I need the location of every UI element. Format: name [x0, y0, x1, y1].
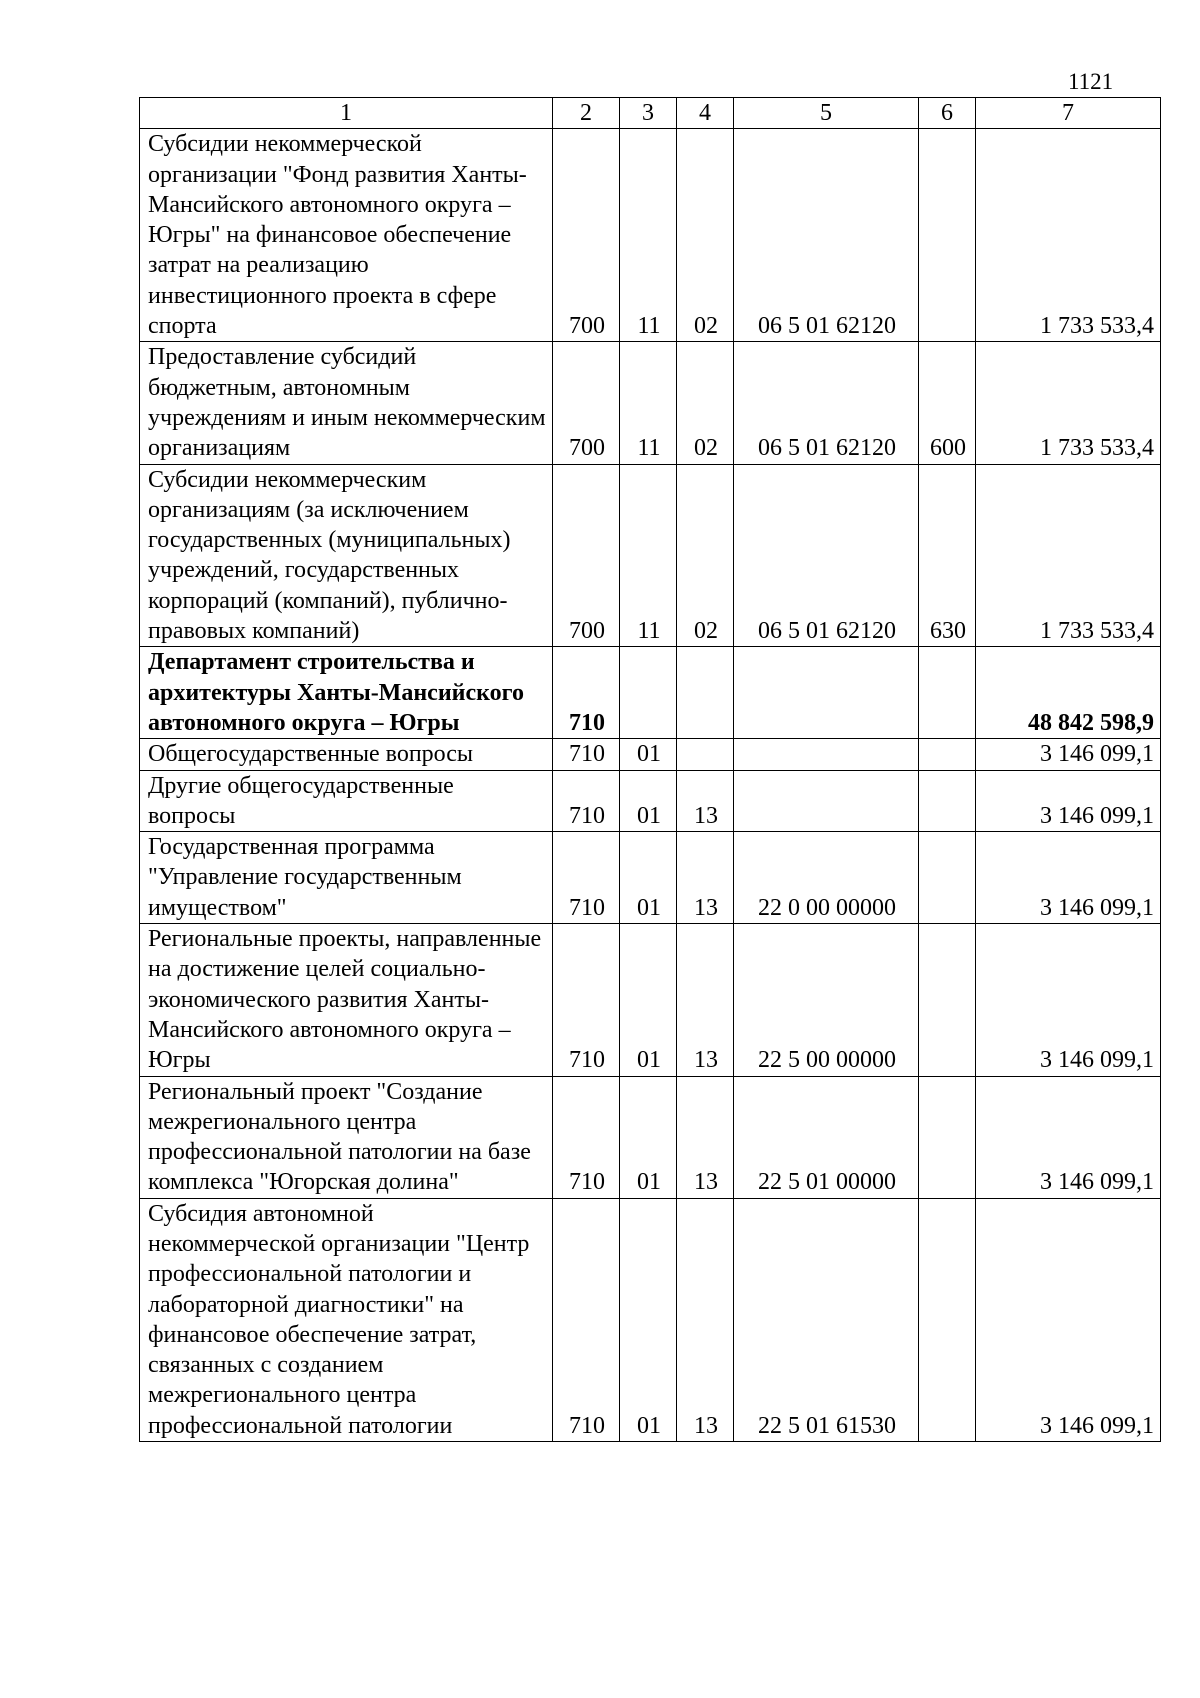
item-name-cell: Субсидии некоммерческим организациям (за исключением государственных (муниципальных) учреждений, государственных корпораций (компаний), публично-правовых компаний): [140, 464, 553, 647]
amount-cell: 1 733 533,4: [976, 129, 1161, 342]
item-name-cell: Региональные проекты, направленные на достижение целей социально-экономического развития Ханты-Мансийского автономного округа – Югры: [140, 924, 553, 1076]
department-code-cell: 710: [553, 924, 620, 1076]
header-cell: 7: [976, 98, 1161, 129]
amount-cell: 3 146 099,1: [976, 1198, 1161, 1441]
expense-type-cell: 630: [919, 464, 976, 647]
subsection-code-cell: 02: [677, 464, 734, 647]
header-cell: 6: [919, 98, 976, 129]
section-code-cell: 01: [620, 739, 677, 770]
table-row: [140, 770, 1161, 832]
target-article-cell: 22 5 01 61530: [734, 1198, 919, 1441]
expense-type-cell: [919, 739, 976, 770]
amount-cell: 1 733 533,4: [976, 342, 1161, 464]
department-code-cell: 710: [553, 1198, 620, 1441]
department-code-cell: 710: [553, 1076, 620, 1198]
page-number: 1121: [1068, 69, 1114, 94]
subsection-code-cell: 13: [677, 1076, 734, 1198]
table-row: [140, 1198, 1161, 1441]
table-row: [140, 739, 1161, 770]
subsection-code-cell: 13: [677, 832, 734, 924]
section-code-cell: 11: [620, 464, 677, 647]
department-code-cell: 700: [553, 342, 620, 464]
department-code-cell: 710: [553, 770, 620, 832]
target-article-cell: 06 5 01 62120: [734, 129, 919, 342]
item-name-cell: Субсидия автономной некоммерческой организации "Центр профессиональной патологии и лабораторной диагностики" на финансовое обеспечение затрат, связанных с созданием межрегионального центра профессиональной патологии: [140, 1198, 553, 1441]
subsection-code-cell: 13: [677, 770, 734, 832]
subsection-code-cell: 02: [677, 129, 734, 342]
item-name-cell: Предоставление субсидий бюджетным, автономным учреждениям и иным некоммерческим организациям: [140, 342, 553, 464]
subsection-code-cell: 13: [677, 1198, 734, 1441]
table-row: [140, 832, 1161, 924]
section-code-cell: 01: [620, 1076, 677, 1198]
amount-cell: 3 146 099,1: [976, 832, 1161, 924]
expense-type-cell: [919, 1198, 976, 1441]
department-code-cell: 710: [553, 832, 620, 924]
item-name-cell: Региональный проект "Создание межрегионального центра профессиональной патологии на базе комплекса "Югорская долина": [140, 1076, 553, 1198]
header-cell: 5: [734, 98, 919, 129]
target-article-cell: [734, 647, 919, 739]
target-article-cell: 06 5 01 62120: [734, 464, 919, 647]
target-article-cell: 22 5 00 00000: [734, 924, 919, 1076]
amount-cell: 48 842 598,9: [976, 647, 1161, 739]
section-code-cell: 01: [620, 770, 677, 832]
section-code-cell: 11: [620, 342, 677, 464]
expense-type-cell: 600: [919, 342, 976, 464]
table-row: [140, 342, 1161, 464]
amount-cell: 3 146 099,1: [976, 739, 1161, 770]
item-name-cell: Другие общегосударственные вопросы: [140, 770, 553, 832]
amount-cell: 3 146 099,1: [976, 770, 1161, 832]
table-row: [140, 1076, 1161, 1198]
amount-cell: 3 146 099,1: [976, 1076, 1161, 1198]
subsection-code-cell: 13: [677, 924, 734, 1076]
expense-type-cell: [919, 924, 976, 1076]
header-cell: 2: [553, 98, 620, 129]
item-name-cell: Государственная программа "Управление государственным имуществом": [140, 832, 553, 924]
department-code-cell: 700: [553, 464, 620, 647]
section-code-cell: 01: [620, 832, 677, 924]
expense-type-cell: [919, 647, 976, 739]
amount-cell: 1 733 533,4: [976, 464, 1161, 647]
section-code-cell: 01: [620, 924, 677, 1076]
table-header-row: [140, 98, 1161, 129]
subsection-code-cell: [677, 739, 734, 770]
target-article-cell: 06 5 01 62120: [734, 342, 919, 464]
department-code-cell: 710: [553, 647, 620, 739]
budget-table: [139, 97, 1161, 1442]
target-article-cell: [734, 739, 919, 770]
target-article-cell: 22 0 00 00000: [734, 832, 919, 924]
header-cell: 4: [677, 98, 734, 129]
item-name-cell: Департамент строительства и архитектуры Ханты-Мансийского автономного округа – Югры: [140, 647, 553, 739]
table-row: [140, 464, 1161, 647]
expense-type-cell: [919, 129, 976, 342]
section-code-cell: [620, 647, 677, 739]
section-code-cell: 01: [620, 1198, 677, 1441]
header-cell: 3: [620, 98, 677, 129]
expense-type-cell: [919, 832, 976, 924]
expense-type-cell: [919, 770, 976, 832]
table-row: [140, 647, 1161, 739]
header-cell: 1: [140, 98, 553, 129]
table-row: [140, 924, 1161, 1076]
target-article-cell: [734, 770, 919, 832]
section-code-cell: 11: [620, 129, 677, 342]
target-article-cell: 22 5 01 00000: [734, 1076, 919, 1198]
item-name-cell: Субсидии некоммерческой организации "Фонд развития Ханты-Мансийского автономного округа – Югры" на финансовое обеспечение затрат на реализацию инвестиционного проекта в сфере спорта: [140, 129, 553, 342]
department-code-cell: 710: [553, 739, 620, 770]
expense-type-cell: [919, 1076, 976, 1198]
subsection-code-cell: 02: [677, 342, 734, 464]
item-name-cell: Общегосударственные вопросы: [140, 739, 553, 770]
department-code-cell: 700: [553, 129, 620, 342]
table-row: [140, 129, 1161, 342]
subsection-code-cell: [677, 647, 734, 739]
amount-cell: 3 146 099,1: [976, 924, 1161, 1076]
